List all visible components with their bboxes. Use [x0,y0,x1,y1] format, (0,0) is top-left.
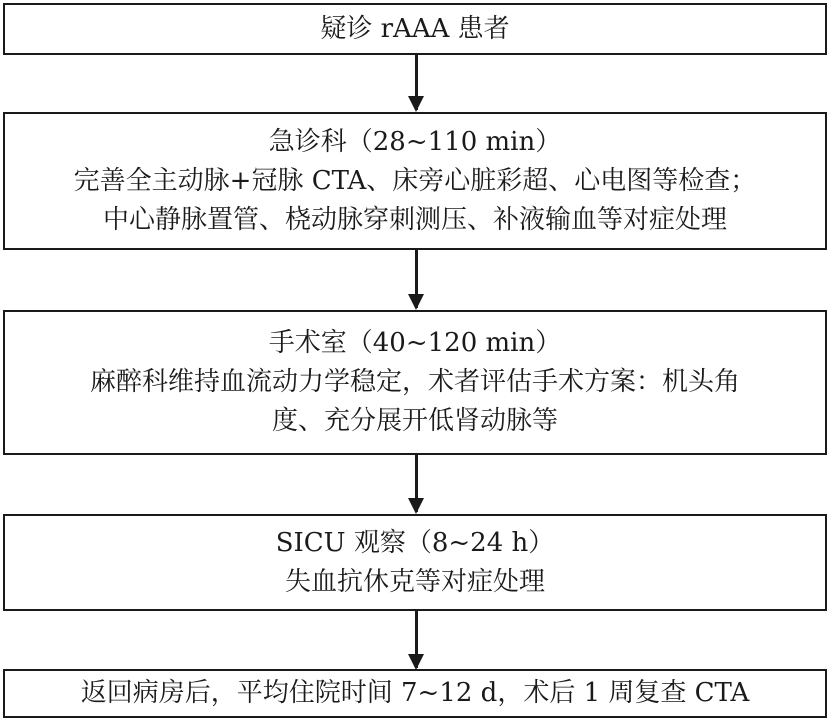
step-line: 完善全主动脉+冠脉 CTA、床旁心脏彩超、心电图等检查； [73,165,757,196]
down-arrow-icon [415,611,418,668]
flow-step-suspected-raaa [3,3,827,55]
step-line: 中心静脉置管、桡动脉穿刺测压、补液输血等对症处理 [102,204,727,235]
flow-step-emergency-department [3,112,827,250]
step-line: 疑诊 rAAA 患者 [320,13,510,44]
step-title: 急诊科（28~110 min） [268,126,562,157]
step-line: 麻醉科维持血流动力学稳定，术者评估手术方案：机头角 [89,367,740,397]
step-line: 失血抗休克等对症处理 [284,566,545,597]
step-line: 返回病房后，平均住院时间 7~12 d，术后 1 周复查 CTA [80,678,750,708]
step-line: 度、充分展开低肾动脉等 [271,406,558,436]
step-title: 手术室（40~120 min） [268,328,562,358]
down-arrow-icon [415,55,418,110]
down-arrow-icon [415,455,418,512]
step-title: SICU 观察（8~24 h） [275,527,555,558]
down-arrow-icon [415,250,418,308]
flow-step-sicu-observation [3,514,827,611]
flow-step-operating-room [3,310,827,455]
flow-step-return-to-ward [3,669,827,718]
